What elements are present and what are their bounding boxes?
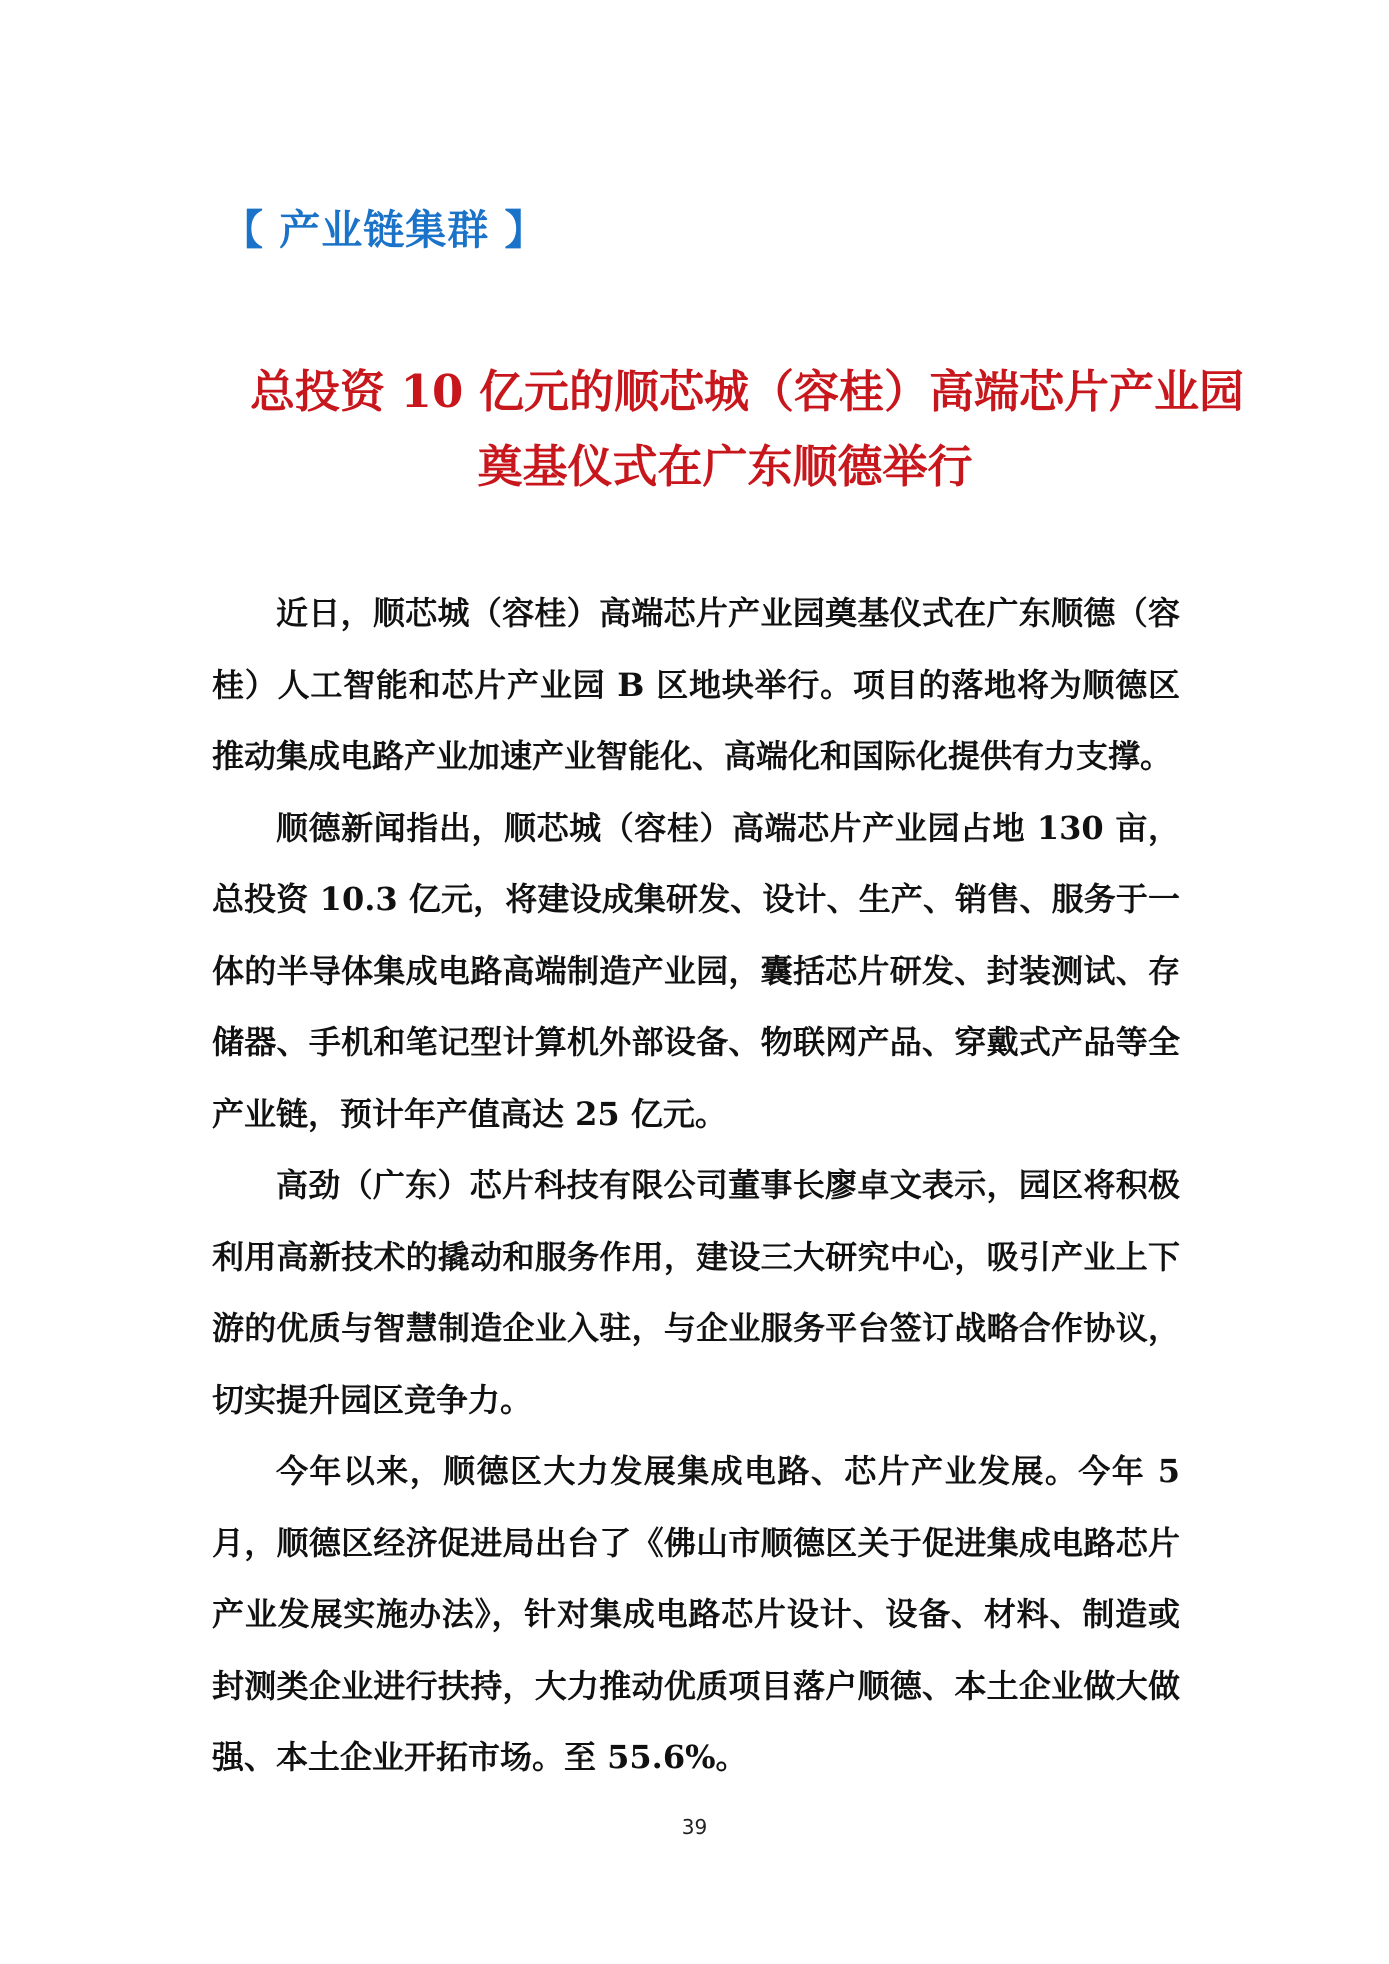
section-tag: 【 产业链集群 】 — [222, 206, 547, 254]
headline-line-1: 总投资 10 亿元的顺芯城（容桂）高端芯片产业园 — [250, 365, 1244, 418]
paragraph: 今年以来，顺德区大力发展集成电路、芯片产业发展。今年 5 月，顺德区经济促进局出台了《佛山市顺德区关于促进集成电路芯片产业发展实施办法》，针对集成电路芯片设计、设备、材料、制造或封测类企业进行扶持，大力推动优质项目落户顺德、本土企业做大做强、本土企业开拓市场。至 55.6%。 — [212, 1452, 1180, 1776]
paragraph: 顺德新闻指出，顺芯城（容桂）高端芯片产业园占地 130 亩，总投资 10.3 亿元，将建设成集研发、设计、生产、销售、服务于一体的半导体集成电路高端制造产业园，囊括芯片研发、封装测试、存储器、手机和笔记型计算机外部设备、物联网产品、穿戴式产品等全产业链，预计年产值高达 25 亿元。 — [212, 808, 1180, 1133]
headline-line-2: 奠基仪式在广东顺德举行 — [477, 440, 973, 493]
paragraph: 近日，顺芯城（容桂）高端芯片产业园奠基仪式在广东顺德（容桂）人工智能和芯片产业园 B 区地块举行。项目的落地将为顺德区推动集成电路产业加速产业智能化、高端化和国际化提供有力支撑。 — [212, 594, 1180, 775]
paragraph: 高劲（广东）芯片科技有限公司董事长廖卓文表示，园区将积极利用高新技术的撬动和服务作用，建设三大研究中心，吸引产业上下游的优质与智慧制造企业入驻，与企业服务平台签订战略合作协议，切实提升园区竞争力。 — [212, 1166, 1180, 1419]
page-number: 39 — [681, 1815, 708, 1839]
article-body — [212, 578, 1180, 1794]
